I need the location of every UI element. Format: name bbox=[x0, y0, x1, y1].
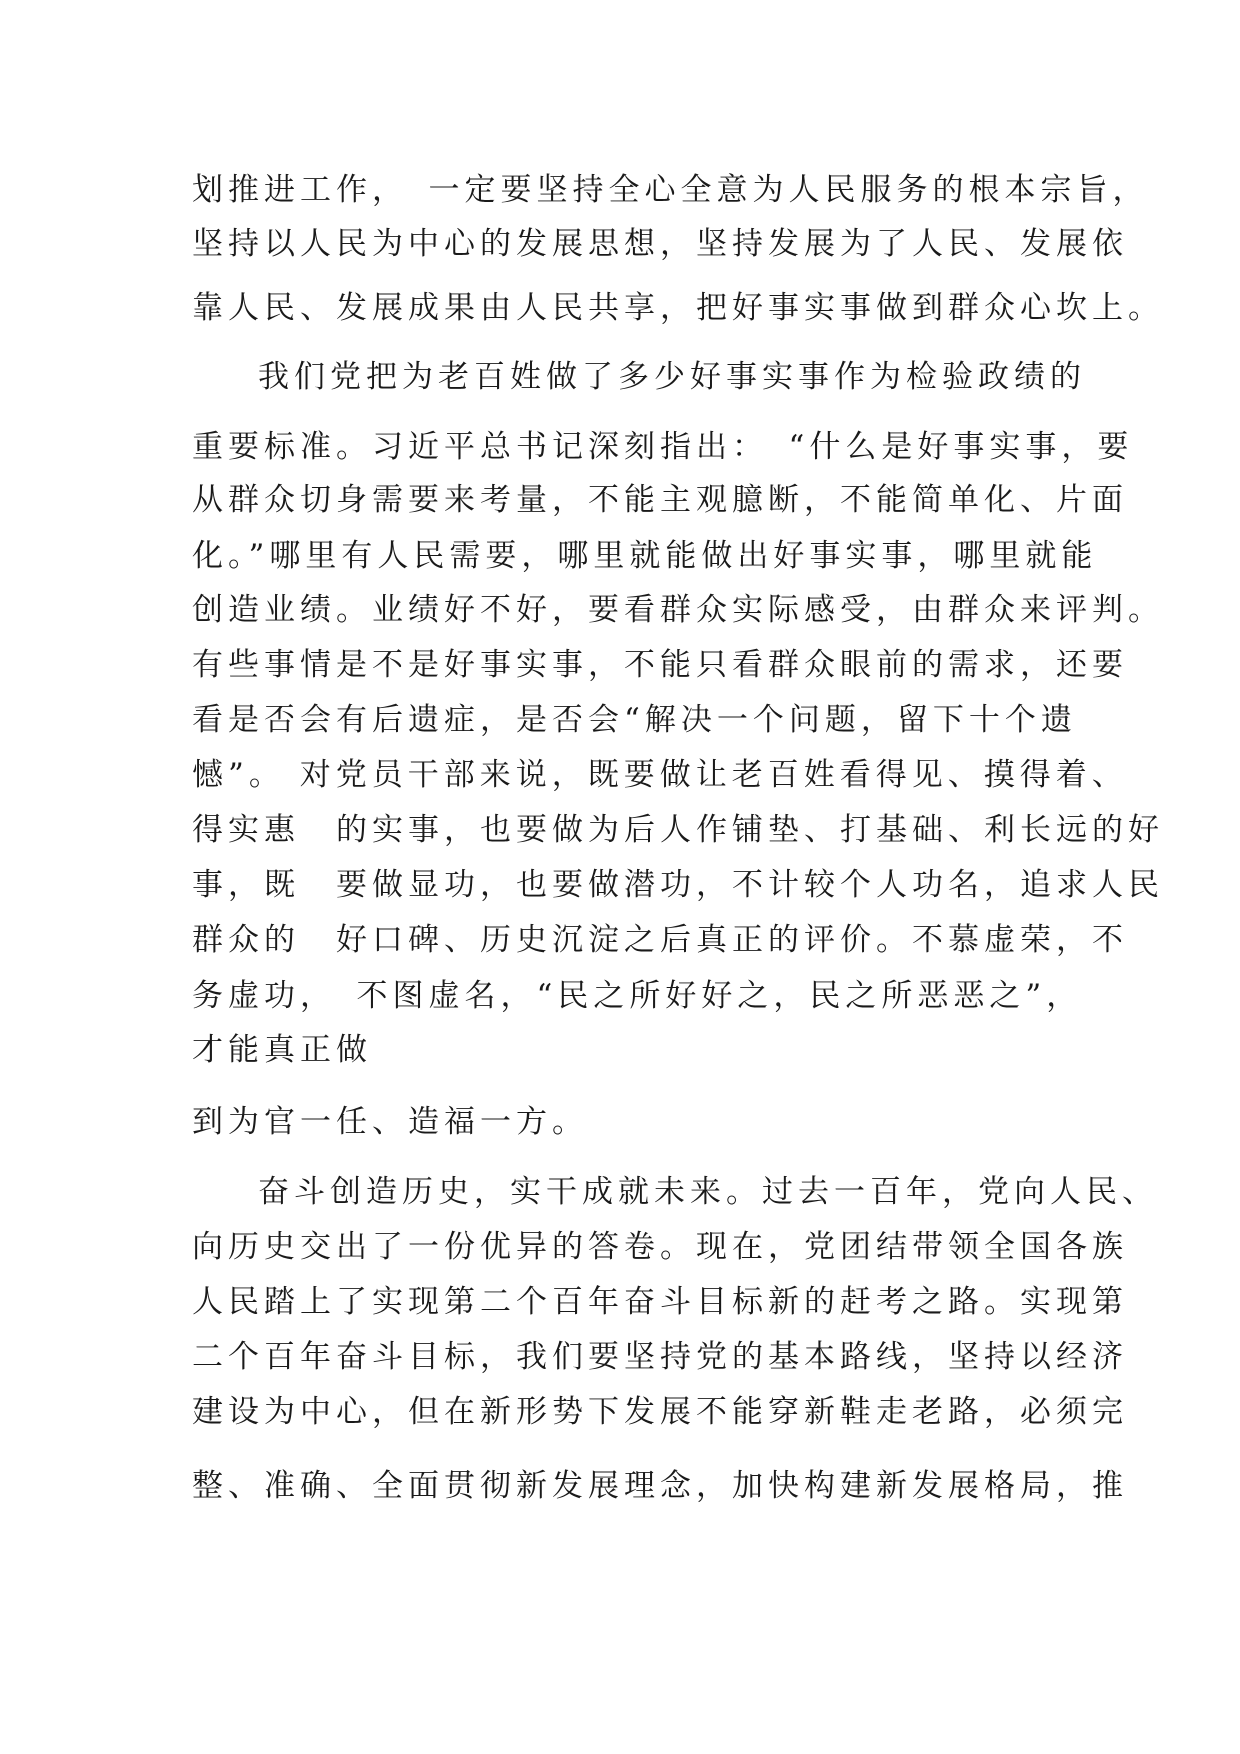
text-line: 有些事情是不是好事实事，不能只看群众眼前的需求，还要 bbox=[192, 647, 1128, 683]
text-line: 二个百年奋斗目标，我们要坚持党的基本路线，坚持以经济 bbox=[192, 1339, 1128, 1375]
text-line: 看是否会有后遗症，是否会“解决一个问题，留下十个遗 bbox=[192, 702, 1077, 738]
text-line: 才能真正做 bbox=[192, 1032, 372, 1068]
text-line: 从群众切身需要来考量，不能主观臆断，不能简单化、片面 bbox=[192, 482, 1128, 518]
text-line: 务虚功， 不图虚名，“民之所好好之，民之所恶恶之”， bbox=[192, 978, 1083, 1014]
text-line: 整、准确、全面贯彻新发展理念，加快构建新发展格局，推 bbox=[192, 1468, 1128, 1504]
paragraph-first-line: 我们党把为老百姓做了多少好事实事作为检验政绩的 bbox=[258, 359, 1086, 395]
text-line: 群众的 好口碑、历史沉淀之后真正的评价。不慕虚荣，不 bbox=[192, 922, 1128, 958]
text-line: 憾”。 对党员干部来说，既要做让老百姓看得见、摸得着、 bbox=[192, 757, 1128, 793]
text-line: 到为官一任、造福一方。 bbox=[192, 1104, 588, 1140]
text-line: 得实惠 的实事，也要做为后人作铺垫、打基础、利长远的好 bbox=[192, 812, 1164, 848]
paragraph-first-line: 奋斗创造历史，实干成就未来。过去一百年，党向人民、 bbox=[258, 1174, 1158, 1210]
text-line: 重要标准。习近平总书记深刻指出： “什么是好事实事，要 bbox=[192, 429, 1134, 465]
text-line: 向历史交出了一份优异的答卷。现在，党团结带领全国各族 bbox=[192, 1229, 1128, 1265]
text-line: 靠人民、发展成果由人民共享，把好事实事做到群众心坎上。 bbox=[192, 290, 1164, 326]
text-line: 划推进工作， 一定要坚持全心全意为人民服务的根本宗旨， bbox=[192, 172, 1149, 208]
text-line: 人民踏上了实现第二个百年奋斗目标新的赶考之路。实现第 bbox=[192, 1284, 1128, 1320]
text-line: 坚持以人民为中心的发展思想，坚持发展为了人民、发展依 bbox=[192, 226, 1128, 262]
text-line: 建设为中心，但在新形势下发展不能穿新鞋走老路，必须完 bbox=[192, 1394, 1128, 1430]
text-line: 化。”哪里有人民需要，哪里就能做出好事实事，哪里就能 bbox=[192, 538, 1098, 574]
text-line: 创造业绩。业绩好不好，要看群众实际感受，由群众来评判。 bbox=[192, 592, 1164, 628]
text-line: 事，既 要做显功，也要做潜功，不计较个人功名，追求人民 bbox=[192, 867, 1164, 903]
